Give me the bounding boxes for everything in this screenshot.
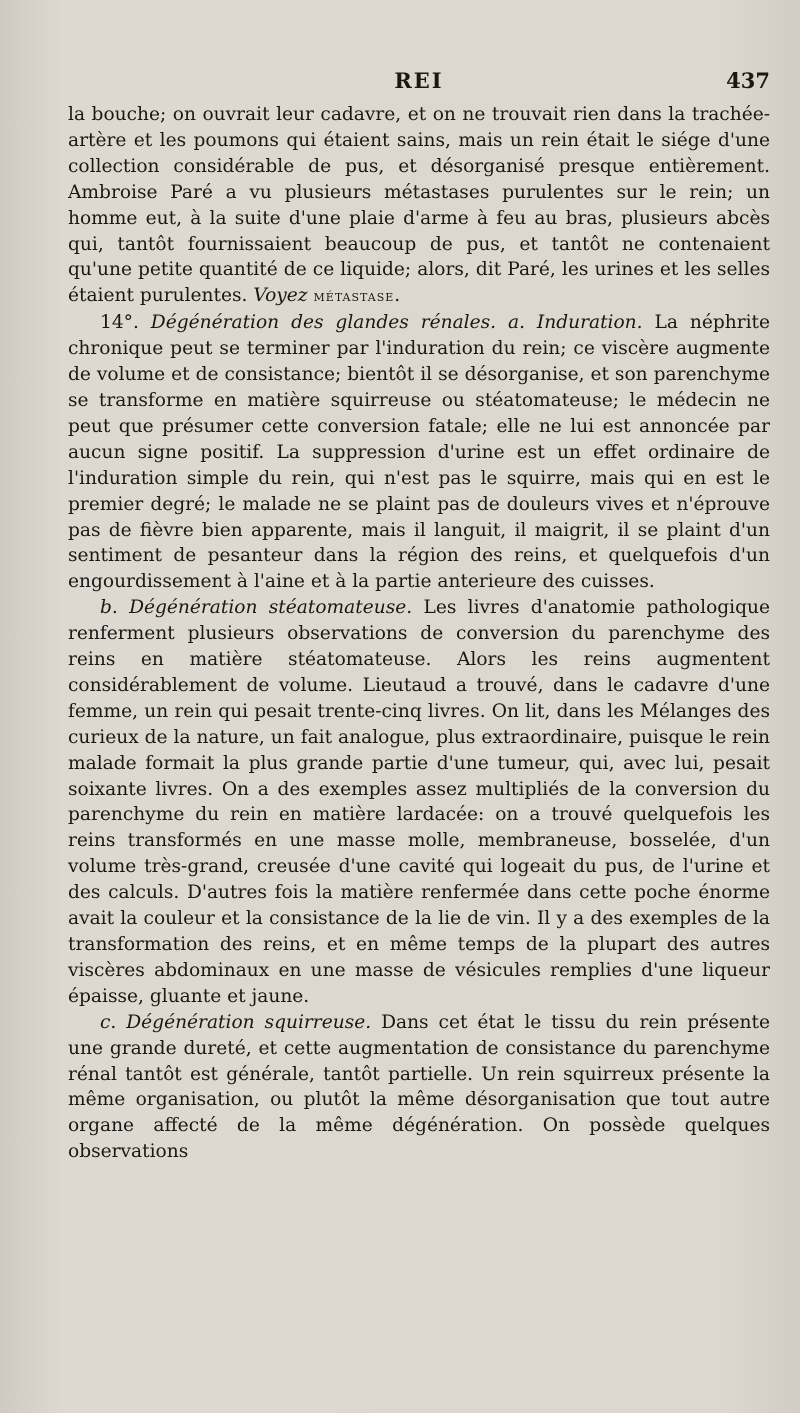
text-segment: la bouche; on ouvrait leur cadavre, et on ne trouvait rien dans la trachée-artère et les poumons qui étaient sains, mais un rein était le siége d'une collection considérable de pus, et désorganisé presque entièrement. Ambroise Paré a vu plusieurs métastases purulentes sur le rein; un homme eut, à la suite d'une plaie d'arme à feu au bras, plusieurs abcès qui, tantôt fournissaient beaucoup de pus, et tantôt ne contenaient qu'une petite quantité de ce liquide; alors, dit Paré, les urines et les selles étaient purulentes.: [68, 104, 770, 307]
paragraph-1: [68, 102, 770, 310]
section-number: 14°.: [100, 312, 151, 334]
text-segment: Dans cet état le tissu du rein présente une grande dureté, et cette augmentation de consistance du parenchyme rénal tantôt est générale, tantôt partielle. Un rein squirreux présente la même organisation, ou plutôt la même désorganisation que tout autre organe affecté de la même dégénération. On possède quelques observations: [68, 1011, 770, 1163]
paragraph-4: [68, 1010, 770, 1165]
paragraph-2: [68, 310, 770, 595]
running-head: REI: [394, 68, 444, 93]
page-header: [68, 68, 770, 102]
cross-reference: métastase: [313, 287, 395, 306]
text-segment: .: [394, 285, 401, 307]
text-segment: La néphrite chronique peut se terminer par l'induration du rein; ce viscère augmente de volume et de consistance; bientôt il se désorganise, et son parenchyme se transforme en matière squirreuse ou stéatomateuse; le médecin ne peut que présumer cette conversion fatale; elle ne lui est annoncée par aucun signe positif. La suppression d'urine est un effet ordinaire de l'induration simple du rein, qui n'est pas le squirre, mais qui en est le premier degré; le malade ne se plaint pas de douleurs vives et n'éprouve pas de fièvre bien apparente, mais il languit, il maigrit, il se plaint d'un sentiment de pesanteur dans la région des reins, et quelquefois d'un engourdissement à l'aine et à la partie anterieure des cuisses.: [68, 312, 771, 593]
section-heading: Dégénération des glandes rénales. a. Induration.: [150, 312, 643, 334]
text-segment: Les livres d'anatomie pathologique renferment plusieurs observations de conversion du parenchyme des reins en matière stéatomateuse. Alors les reins augmentent considérablement de volume. Lieutaud a trouvé, dans le cadavre d'une femme, un rein qui pesait trente-cinq livres. On lit, dans les Mélanges des curieux de la nature, un fait analogue, plus extraordinaire, puisque le rein malade formait la plus grande partie d'une tumeur, qui, avec lui, pesait soixante livres. On a des exemples assez multipliés de la conversion du parenchyme du rein en matière lardacée: on a trouvé quelquefois les reins transformés en une masse molle, membraneuse, bosselée, d'un volume très-grand, creusée d'une cavité qui logeait du pus, de l'urine et des calculs. D'autres fois la matière renfermée dans cette poche énorme avait la couleur et la consistance de la lie de vin. Il y a des exemples de la transformation des reins, et en même temps de la plupart des autres viscères abdominaux en une masse de vésicules remplies d'une liqueur épaisse, gluante et jaune.: [68, 597, 771, 1007]
paragraph-3: [68, 595, 770, 1010]
section-heading: b. Dégénération stéatomateuse.: [100, 597, 413, 619]
page-number: 437: [726, 68, 770, 93]
text-segment-italic: Voyez: [253, 285, 308, 307]
body-text: [68, 102, 770, 1165]
section-heading: c. Dégénération squirreuse.: [100, 1011, 372, 1033]
